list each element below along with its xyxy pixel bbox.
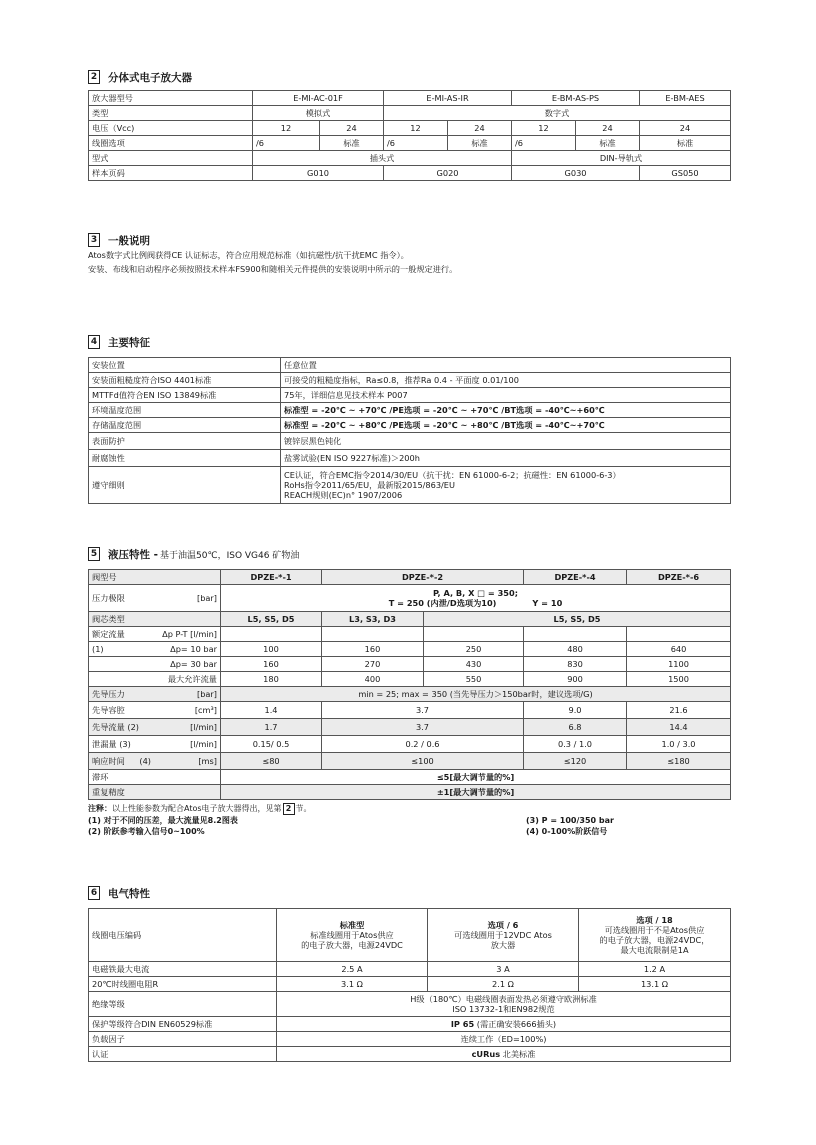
section-6 <box>88 886 730 1062</box>
table-row: 泄漏量 (3) [l/min] 0.15/ 0.5 0.2 / 0.6 0.3 / 1.0 1.0 / 3.0 <box>89 736 731 753</box>
section-title: 分体式电子放大器 <box>108 71 192 84</box>
section-number: 6 <box>88 886 100 900</box>
section-number: 2 <box>88 70 100 84</box>
table-row: Δp= 30 bar 160 270 430 830 1100 <box>89 657 731 672</box>
electrical-table <box>88 908 731 1062</box>
table-row: 遵守细则 CE认证，符合EMC指令2014/30/EU（抗干扰：EN 61000-6-2；抗磁性：EN 61000-6-3） RoHs指令2011/65/EU，最新版2015/863/EU REACH规则(EC)n° 1907/2006 <box>89 467 731 504</box>
notes: 注释：以上性能参数为配合Atos电子放大器得出，见第 2 节。 (1) 对于不同的压差，最大流量见8.2图表 (3) P = 100/350 bar (2) 阶跃参考输入信号0~100% (4) 0-100%阶跃信号 <box>88 804 614 836</box>
table-row: 压力极限 [bar] P, A, B, X □ = 350; T = 250 (内泄/D选项为10) Y = 10 <box>89 585 731 612</box>
table-row: 先导压力 [bar] min = 25; max = 350 (当先导压力＞150bar时，建议选项/G) <box>89 687 731 702</box>
table-row: 重复精度 ±1[最大调节量的%] <box>89 785 731 800</box>
table-row: 电磁铁最大电流 2.5 A 3 A 1.2 A <box>89 962 731 977</box>
section-title: 液压特性 - <box>108 548 159 561</box>
section-6-heading <box>88 886 730 900</box>
section-2-heading <box>88 70 730 84</box>
features-table <box>88 357 731 504</box>
table-row: 响应时间 (4) [ms] ≤80 ≤100 ≤120 ≤180 <box>89 753 731 770</box>
section-title: 电气特性 <box>108 887 150 900</box>
table-row: 先导容腔 [cm³] 1.4 3.7 9.0 21.6 <box>89 702 731 719</box>
section-title: 主要特征 <box>108 336 150 349</box>
table-row: 最大允许流量 180 400 550 900 1500 <box>89 672 731 687</box>
table-row: MTTFd值符合EN ISO 13849标准 75年，详细信息见技术样本 P007 <box>89 388 731 403</box>
table-row: 表面防护 镀锌层黑色钝化 <box>89 433 731 450</box>
table-row: 保护等级符合DIN EN60529标准 IP 65 (需正确安装666插头) <box>89 1017 731 1032</box>
amplifier-table <box>88 90 731 181</box>
section-4 <box>88 335 730 504</box>
table-row: 电压（Vcc) 12 24 12 24 12 24 24 <box>89 121 731 136</box>
section-number: 5 <box>88 547 100 561</box>
table-row: 耐腐蚀性 盐雾试验(EN ISO 9227标准)＞200h <box>89 450 731 467</box>
section-4-heading <box>88 335 730 349</box>
table-row: 安装位置 任意位置 <box>89 358 731 373</box>
table-row: 认证 cURus 北美标准 <box>89 1047 731 1062</box>
general-line-2: 安装、布线和启动程序必须按照技术样本FS900和随相关元件提供的安装说明中所示的一般规定进行。 <box>88 264 458 274</box>
table-row: 线圈电压编码 标准型 标准线圈用于Atos供应 的电子放大器，电源24VDC 选项 / 6 可选线圈用于12VDC Atos 放大器 选项 / 18 可选线圈用于不是Atos供应 的电子放大器，电源24VDC， 最大电流限制是1A <box>89 909 731 962</box>
table-row: 环境温度范围 标准型 = -20℃ ~ +70℃ /PE选项 = -20℃ ~ +70℃ /BT选项 = -40℃~+60℃ <box>89 403 731 418</box>
section-title: 一般说明 <box>108 234 150 247</box>
table-row: 滞环 ≤5[最大调节量的%] <box>89 770 731 785</box>
table-row: 型式 插头式 DIN-导轨式 <box>89 151 731 166</box>
section-3 <box>88 233 730 276</box>
table-row: 样本页码 G010 G020 G030 GS050 <box>89 166 731 181</box>
hydraulic-table <box>88 569 731 800</box>
table-row: 阀芯类型 L5, S5, D5 L3, S3, D3 L5, S5, D5 <box>89 612 731 627</box>
table-row: 负载因子 连续工作（ED=100%) <box>89 1032 731 1047</box>
table-row: 存储温度范围 标准型 = -20℃ ~ +80℃ /PE选项 = -20℃ ~ +80℃ /BT选项 = -40℃~+70℃ <box>89 418 731 433</box>
table-row: 放大器型号 E-MI-AC-01F E-MI-AS-IR E-BM-AS-PS E-BM-AES <box>89 91 731 106</box>
section-5-heading <box>88 547 730 561</box>
section-number: 4 <box>88 335 100 349</box>
table-row: (1) Δp= 10 bar 100 160 250 480 640 <box>89 642 731 657</box>
table-row: 类型 模拟式 数字式 <box>89 106 731 121</box>
table-row: 20℃时线圈电阻R 3.1 Ω 2.1 Ω 13.1 Ω <box>89 977 731 992</box>
table-row: 额定流量 Δp P-T [l/min] <box>89 627 731 642</box>
section-5 <box>88 547 730 837</box>
section-subtitle: 基于油温50℃，ISO VG46 矿物油 <box>160 550 300 561</box>
section-2 <box>88 70 730 181</box>
section-number: 3 <box>88 233 100 247</box>
table-row: 线圈选项 /6 标准 /6 标准 /6 标准 标准 <box>89 136 731 151</box>
general-line-1: Atos数字式比例阀获得CE 认证标志，符合应用规范标准（如抗磁性/抗干扰EMC 指令）。 <box>88 250 409 260</box>
table-row: 先导流量 (2) [l/min] 1.7 3.7 6.8 14.4 <box>89 719 731 736</box>
table-row: 阀型号 DPZE-*-1 DPZE-*-2 DPZE-*-4 DPZE-*-6 <box>89 570 731 585</box>
table-row: 绝缘等级 H级（180℃）电磁线圈表面发热必须遵守欧洲标准 ISO 13732-1和EN982规范 <box>89 992 731 1017</box>
section-3-heading <box>88 233 730 247</box>
table-row: 安装面粗糙度符合ISO 4401标准 可接受的粗糙度指标，Ra≤0.8，推荐Ra 0.4 - 平面度 0.01/100 <box>89 373 731 388</box>
